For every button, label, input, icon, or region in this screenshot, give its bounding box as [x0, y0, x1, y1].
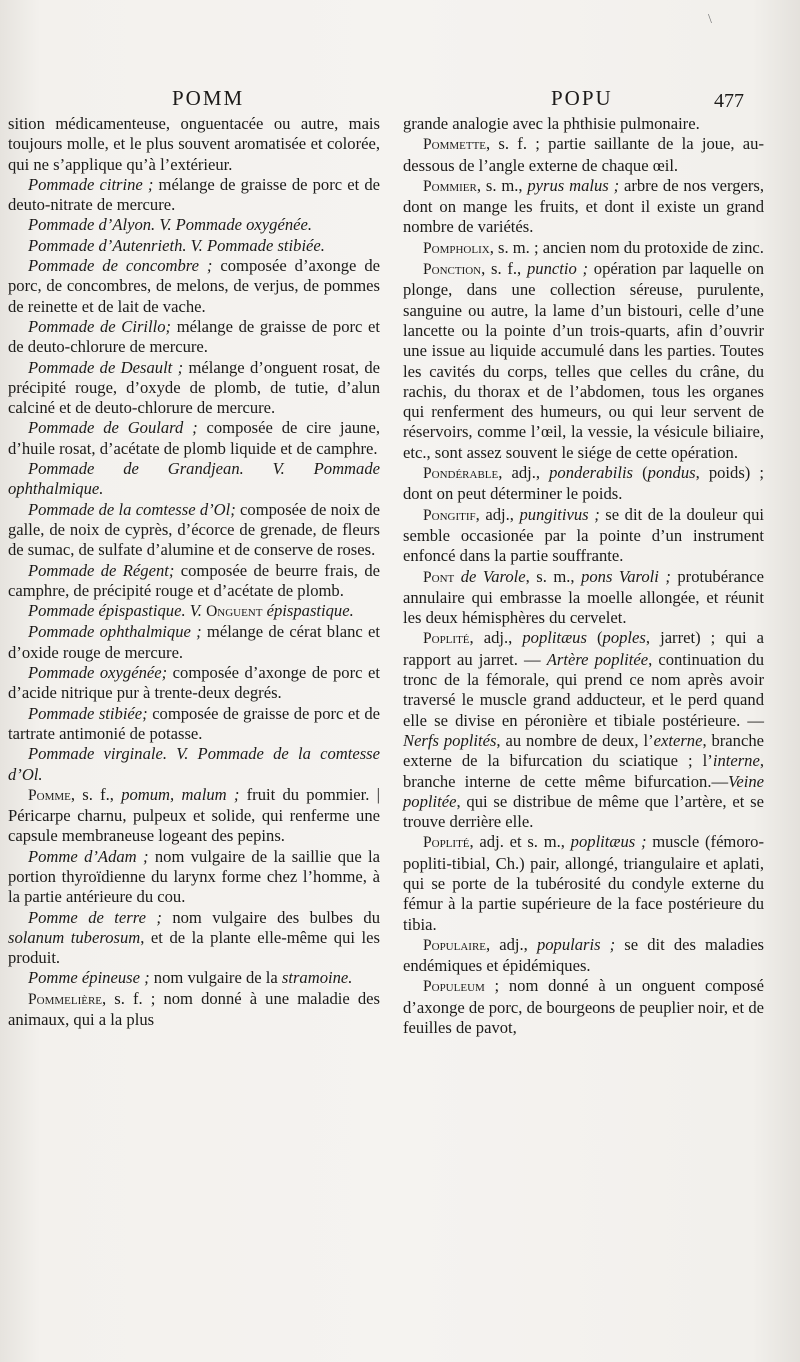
italic-text: Pommade de Régent;	[28, 560, 175, 580]
entry-text: , adj.,	[498, 463, 550, 483]
italic-text: stramoine.	[281, 968, 353, 988]
entry-headword: Pongitif	[423, 506, 476, 524]
right-running-title: POPU	[551, 86, 613, 110]
italic-text: pomum, malum ;	[121, 784, 240, 804]
right-column	[403, 114, 764, 1038]
italic-text: Pommade citrine ;	[28, 174, 154, 194]
dictionary-entry	[8, 968, 380, 988]
dictionary-entry	[8, 704, 380, 745]
dictionary-entry	[8, 114, 380, 175]
entry-text: ; nom donné à un onguent composé d’axonge de porc, de bourgeons de peuplier noir, et de feuilles de pavot,	[403, 976, 764, 1038]
italic-text: Pommade épispastique. V.	[28, 601, 207, 621]
italic-text: poples	[602, 628, 646, 648]
entry-text: , au nombre de deux, l’	[496, 730, 654, 750]
italic-text: popularis ;	[536, 934, 616, 954]
italic-text: Pommade de la comtesse d’Ol;	[28, 499, 236, 519]
italic-text: Pomme épineuse ;	[28, 968, 150, 988]
dictionary-entry	[403, 238, 764, 259]
entry-text: , s. m. ; ancien nom du protoxide de zinc.	[489, 237, 764, 257]
entry-text: nom vulgaire des bulbes du	[161, 907, 380, 927]
dictionary-entry	[403, 567, 764, 629]
italic-text: Pommade virginale. V. Pommade de la comtesse d’Ol.	[8, 744, 380, 784]
entry-text: , poids) ; dont on peut déterminer le poids.	[403, 463, 764, 504]
dictionary-entry	[8, 358, 380, 419]
italic-text: Pomme d’Adam ;	[28, 846, 149, 866]
entry-text: opération par laquelle on plonge, dans une collection séreuse, purulente, sanguine ou autre, la lame d’un bistouri, celle d’une lancette ou la pointe d’un trois-quarts, afin d’ouvrir une issue au liquide accumulé dans les parties. Toutes les cavités du corps, telles que celles du crâne, du rachis, du thorax et de l’abdomen, tous les organes qui renferment des humeurs, ou qui leur servent de réservoirs, comme l’œil, la vessie, la vésicule biliaire, etc., sont assez souvent le siége de cette opération.	[403, 259, 765, 462]
entry-text: , s. f. ; partie saillante de la joue, au-dessous de l’angle externe de chaque œil.	[403, 134, 764, 175]
entry-text: composée de cire jaune, d’huile rosat, d’acétate de plomb liquide et de camphre.	[8, 418, 380, 458]
running-header	[0, 86, 800, 114]
italic-text: Pommade d’Autenrieth. V. Pommade stibiée.	[28, 235, 325, 255]
entry-text: composée de noix de galle, de noix de cyprès, d’écorce de grenade, de fleurs de sumac, de sulfate d’alumine et de conserve de roses.	[8, 499, 380, 560]
dictionary-entry	[403, 134, 764, 176]
entry-headword: Pommelière	[28, 990, 103, 1008]
italic-text: Pommade ophthalmique ;	[28, 622, 202, 642]
italic-text: pondus	[647, 463, 696, 483]
entry-text: , jarret) ; qui a rapport au jarret. —	[403, 628, 764, 669]
entry-headword: Onguent	[206, 603, 263, 621]
entry-text: mélange de graisse de porc et de deuto-chlorure de mercure.	[8, 316, 380, 357]
italic-text: interne	[712, 751, 760, 771]
entry-text: muscle (fémoro-popliti-tibial, Ch.) pair, allongé, triangulaire et aplati, qui se porte de la tubérosité du condyle externe du fémur à la partie supérieure de la face postérieure du tibia.	[403, 832, 764, 934]
italic-text: Pommade oxygénée;	[28, 663, 168, 683]
entry-text: composée de beurre frais, de camphre, de précipité rouge et d’acétate de plomb.	[8, 560, 380, 600]
page-number: 477	[714, 90, 744, 112]
entry-headword: Populaire	[423, 936, 487, 954]
entry-headword: Ponction	[423, 261, 482, 279]
dictionary-entry	[8, 622, 380, 663]
entry-text: , adj.,	[486, 934, 537, 954]
dictionary-entry	[403, 114, 764, 134]
entry-headword: Pompholix	[423, 239, 490, 257]
entry-text: , s. f.,	[481, 259, 527, 279]
entry-text: protubérance annulaire qui embrasse la moelle allongée, et réunit les deux hémisphères du cervelet.	[403, 566, 764, 628]
entry-text: (	[586, 628, 603, 648]
entry-text: , s. m.,	[525, 566, 582, 586]
entry-text: mélange de cérat blanc et d’oxide rouge de mercure.	[8, 622, 380, 662]
italic-text: Pommade de Cirillo;	[28, 316, 172, 336]
italic-text: Pomme de terre ;	[28, 907, 162, 927]
entry-text: composée d’axonge de porc, de concombres, de melons, de verjus, de pommes de reinette et de lait de vache.	[8, 256, 380, 316]
italic-text: Pommade de Desault ;	[28, 357, 184, 377]
italic-text: pyrus malus ;	[527, 175, 620, 195]
entry-headword: Poplité	[423, 834, 470, 852]
dictionary-entry	[8, 989, 380, 1031]
dictionary-entry	[403, 463, 764, 505]
italic-text: Pommade stibiée;	[28, 703, 148, 723]
dictionary-entry	[403, 935, 764, 977]
entry-headword: Populeum	[423, 978, 485, 996]
dictionary-entry	[403, 832, 764, 934]
entry-text: fruit du pommier. | Péricarpe charnu, pulpeux et solide, qui renferme une capsule membraneuse logeant des pepins.	[8, 784, 380, 846]
dictionary-entry	[403, 176, 764, 238]
italic-text: pons Varoli ;	[581, 566, 671, 586]
dictionary-entry	[8, 744, 380, 785]
entry-text: sition médicamenteuse, onguentacée ou autre, mais toujours molle, et le plus souvent aromatisée et colorée, qui ne s’applique qu’à l’extérieur.	[8, 114, 380, 174]
entry-text: , s. m.,	[476, 175, 528, 195]
dictionary-entry	[403, 505, 764, 567]
entry-text: , branche interne de cette même bifurcation.—	[403, 751, 764, 791]
italic-text: solanum tuberosum	[8, 927, 141, 947]
dictionary-entry	[8, 785, 380, 847]
dictionary-entry	[8, 256, 380, 317]
dictionary-entry	[403, 628, 764, 832]
entry-headword: Pondérable	[423, 465, 499, 483]
entry-text: , branche externe de la bifurcation du sciatique ; l’	[403, 730, 764, 771]
italic-text: de Varole	[460, 566, 526, 586]
dictionary-entry	[8, 663, 380, 704]
entry-text: se dit de la douleur qui semble occasionée par la pointe d’un instrument enfoncé dans la partie souffrante.	[403, 504, 765, 566]
italic-text: ponderabilis	[549, 463, 634, 483]
entry-text: arbre de nos vergers, dont on mange les fruits, et dont il existe un grand nombre de variétés.	[403, 175, 764, 237]
entry-text: (	[633, 463, 648, 483]
entry-text: mélange de graisse de porc et de deuto-nitrate de mercure.	[8, 174, 380, 215]
italic-text: Pommade de concombre ;	[28, 256, 213, 276]
italic-text: Veine poplitée	[403, 771, 764, 811]
entry-text: mélange d’onguent rosat, de précipité rouge, d’oxyde de plomb, de tutie, d’alun calciné et de deuto-chlorure de mercure.	[8, 357, 380, 418]
dictionary-entry	[8, 459, 380, 500]
dictionary-entry	[8, 500, 380, 561]
dictionary-entry	[8, 847, 380, 908]
dictionary-entry	[8, 317, 380, 358]
entry-text: composée de graisse de porc et de tartrate antimonié de potasse.	[8, 703, 380, 743]
italic-text: Pommade de Goulard ;	[28, 418, 198, 438]
margin-mark: \	[708, 12, 712, 27]
entry-text: , qui se distribue de même que l’artère, et se trouve derrière elle.	[403, 791, 764, 832]
italic-text: Nerfs poplités	[403, 730, 497, 750]
entry-headword: Pommier	[423, 177, 477, 195]
entry-headword: Pommette	[423, 136, 487, 154]
italic-text: épispastique.	[262, 601, 354, 621]
dictionary-entry	[8, 236, 380, 256]
dictionary-entry	[8, 601, 380, 622]
entry-headword: Pomme	[28, 786, 71, 804]
entry-headword: Pont	[423, 568, 455, 586]
entry-text: grande analogie avec la phthisie pulmonaire.	[403, 114, 700, 133]
dictionary-entry	[8, 215, 380, 235]
left-running-title: POMM	[172, 86, 245, 110]
dictionary-entry	[403, 976, 764, 1038]
italic-text: externe	[653, 730, 703, 750]
entry-text: nom vulgaire de la	[149, 968, 282, 988]
entry-text: , adj.,	[475, 504, 520, 524]
dictionary-entry	[403, 259, 764, 463]
italic-text: Pommade d’Alyon. V. Pommade oxygénée.	[28, 215, 312, 235]
entry-text: , adj.,	[469, 628, 523, 648]
italic-text: Pommade de Grandjean. V. Pommade ophthalmique.	[8, 459, 380, 499]
left-column	[8, 114, 380, 1030]
entry-text: , s. f. ; nom donné à une maladie des animaux, qui a la plus	[8, 988, 380, 1030]
entry-text: nom vulgaire de la saillie que la portion thyroïdienne du larynx forme chez l’homme, à la partie antérieure du cou.	[8, 846, 381, 907]
italic-text: poplitæus ;	[570, 832, 647, 852]
italic-text: punctio ;	[526, 259, 589, 279]
dictionary-entry	[8, 418, 380, 459]
italic-text: poplitæus	[522, 628, 587, 648]
entry-text: , et de la plante elle-même qui les produit.	[8, 927, 380, 968]
entry-text: , continuation du tronc de la fémorale, qui prend ce nom après avoir traversé le muscle grand adducteur, et le perd quand elle se divise en péronière et tibiale postérieure. —	[403, 649, 764, 730]
italic-text: Artère poplitée	[546, 649, 649, 669]
entry-text: , s. f.,	[70, 784, 122, 804]
dictionary-entry	[8, 175, 380, 216]
entry-text: , adj. et s. m.,	[469, 832, 571, 852]
dictionary-entry	[8, 561, 380, 602]
entry-headword: Poplité	[423, 630, 470, 648]
entry-text: se dit des maladies endémiques et épidémiques.	[403, 934, 765, 976]
dictionary-entry	[8, 908, 380, 969]
entry-text: composée d’axonge de porc et d’acide nitrique pur à trente-deux degrés.	[8, 663, 380, 703]
italic-text: pungitivus ;	[519, 504, 600, 524]
